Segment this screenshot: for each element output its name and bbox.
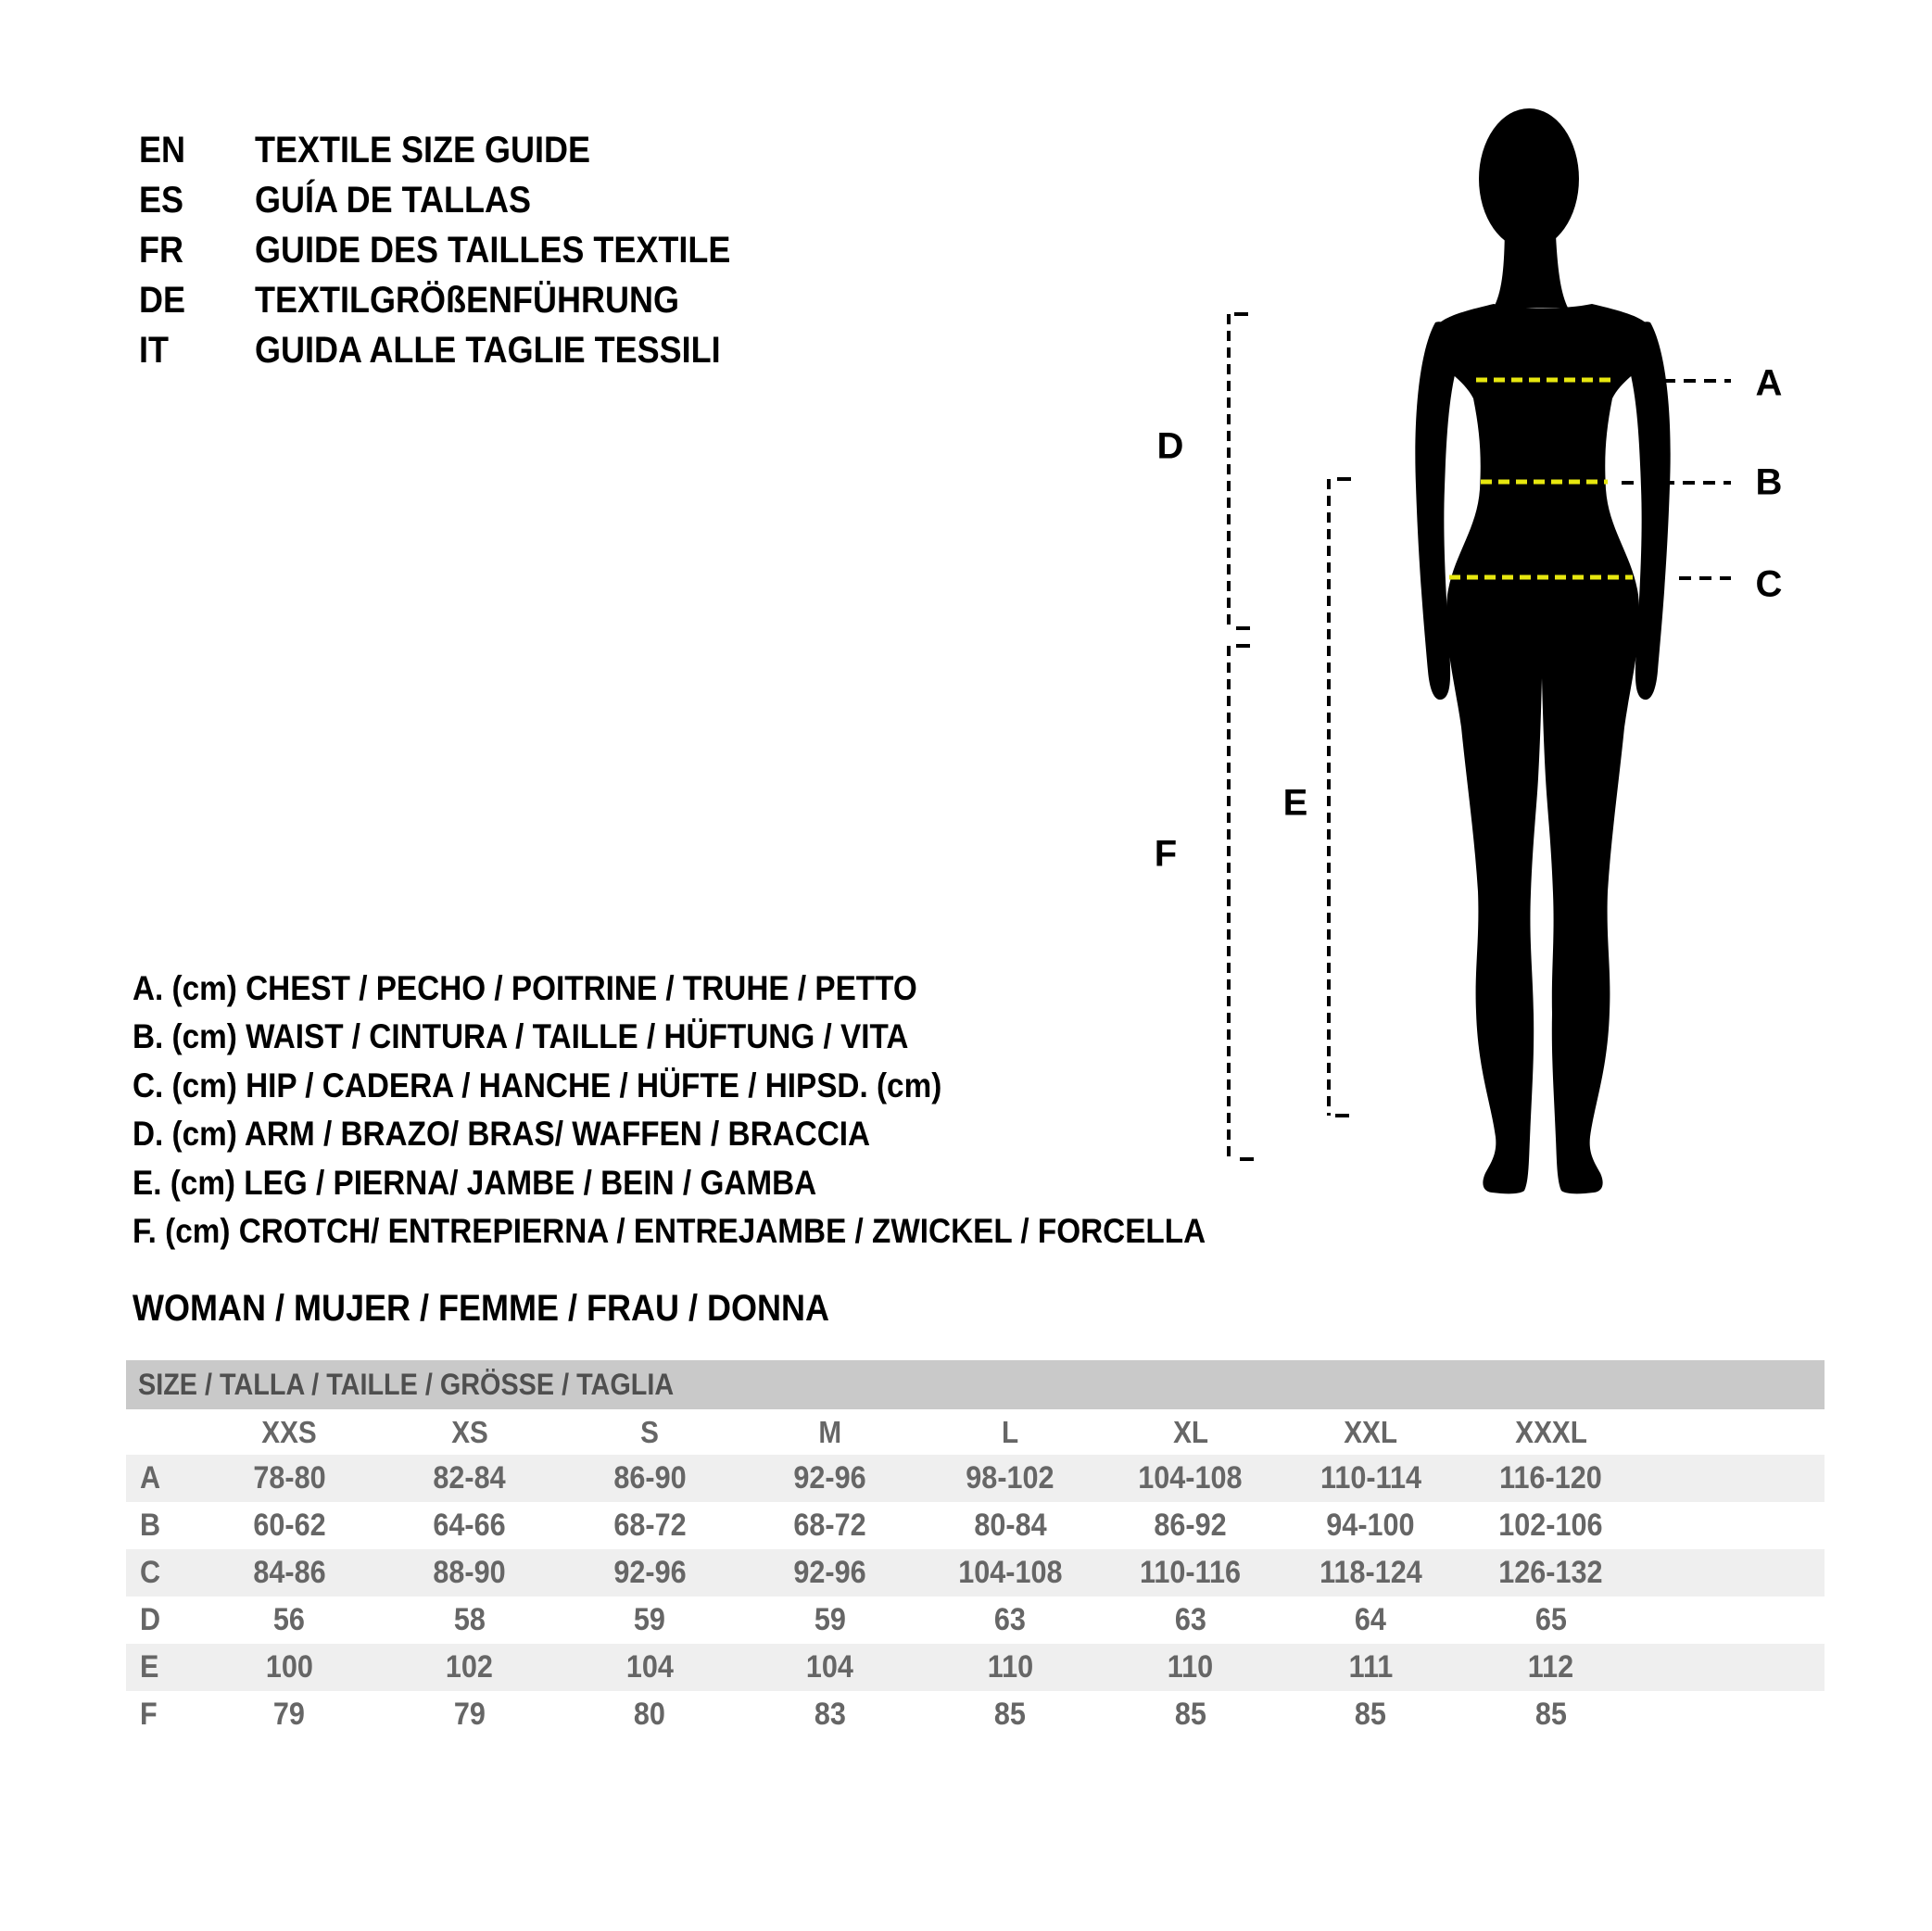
cell-value: 104-108 xyxy=(1138,1460,1243,1496)
language-code: IT xyxy=(139,330,169,371)
size-col-l: L xyxy=(1002,1414,1019,1449)
cell-value: 110-116 xyxy=(1140,1555,1242,1590)
guide-title-es: GUÍA DE TALLAS xyxy=(255,180,531,221)
language-code: ES xyxy=(139,180,184,221)
size-header-row xyxy=(126,1409,1825,1455)
legend-text: C. (cm) HIP / CADERA / HANCHE / HÜFTE / HIPSD. (cm) xyxy=(133,1066,942,1104)
cell-value: 92-96 xyxy=(793,1555,866,1590)
cell-value: 59 xyxy=(814,1602,846,1637)
language-row-it xyxy=(139,325,783,375)
size-col-xxxl: XXXL xyxy=(1514,1414,1587,1449)
cell-value: 92-96 xyxy=(613,1555,687,1590)
label-chest-a: A xyxy=(1755,362,1783,404)
cell-value: 58 xyxy=(453,1602,486,1637)
table-row-d xyxy=(126,1597,1825,1644)
cell-value: 102 xyxy=(446,1649,494,1685)
size-col-s: S xyxy=(640,1414,660,1449)
cell-value: 63 xyxy=(1174,1602,1206,1637)
size-col-m: M xyxy=(818,1414,842,1449)
cell-value: 86-92 xyxy=(1154,1508,1227,1543)
cell-value: 102-106 xyxy=(1498,1508,1603,1543)
cell-value: 110 xyxy=(1168,1649,1214,1685)
cell-value: 85 xyxy=(994,1697,1027,1732)
cell-value: 116-120 xyxy=(1499,1460,1603,1496)
gender-heading xyxy=(133,1283,907,1333)
cell-value: 86-90 xyxy=(613,1460,687,1496)
cell-value: 83 xyxy=(814,1697,846,1732)
language-code: EN xyxy=(139,130,186,170)
row-label: C xyxy=(140,1555,161,1590)
size-table xyxy=(126,1360,1825,1738)
language-row-en xyxy=(139,125,783,175)
row-label: F xyxy=(140,1697,158,1732)
cell-value: 104 xyxy=(806,1649,854,1685)
legend-text: E. (cm) LEG / PIERNA/ JAMBE / BEIN / GAMBA xyxy=(133,1163,817,1202)
cell-value: 100 xyxy=(265,1649,313,1685)
cell-value: 85 xyxy=(1355,1697,1387,1732)
cell-value: 84-86 xyxy=(253,1555,326,1590)
cell-value: 64-66 xyxy=(433,1508,506,1543)
cell-value: 104 xyxy=(625,1649,674,1685)
language-row-es xyxy=(139,175,783,225)
cell-value: 80 xyxy=(634,1697,666,1732)
guide-title-it: GUIDA ALLE TAGLIE TESSILI xyxy=(255,330,721,371)
label-hip-c: C xyxy=(1755,563,1783,605)
cell-value: 92-96 xyxy=(793,1460,866,1496)
cell-value: 85 xyxy=(1174,1697,1206,1732)
cell-value: 63 xyxy=(994,1602,1027,1637)
cell-value: 60-62 xyxy=(253,1508,326,1543)
legend-text: A. (cm) CHEST / PECHO / POITRINE / TRUHE / PETTO xyxy=(133,969,917,1007)
cell-value: 80-84 xyxy=(974,1508,1047,1543)
guide-title-fr: GUIDE DES TAILLES TEXTILE xyxy=(255,230,731,271)
table-row-c xyxy=(126,1549,1825,1597)
cell-value: 118-124 xyxy=(1319,1555,1422,1590)
cell-value: 111 xyxy=(1348,1649,1394,1685)
cell-value: 65 xyxy=(1534,1602,1567,1637)
cell-value: 126-132 xyxy=(1498,1555,1603,1590)
cell-value: 98-102 xyxy=(966,1460,1054,1496)
row-label: E xyxy=(140,1649,159,1685)
cell-value: 79 xyxy=(453,1697,486,1732)
language-title-list xyxy=(139,125,783,375)
cell-value: 68-72 xyxy=(793,1508,866,1543)
table-row-a xyxy=(126,1455,1825,1502)
cell-value: 59 xyxy=(634,1602,666,1637)
size-col-xxl: XXL xyxy=(1344,1414,1398,1449)
label-arm-d: D xyxy=(1156,425,1184,467)
size-table-title-bar xyxy=(126,1360,1825,1409)
cell-value: 104-108 xyxy=(958,1555,1063,1590)
cell-value: 110 xyxy=(987,1649,1033,1685)
size-table-title: SIZE / TALLA / TAILLE / GRÖSSE / TAGLIA xyxy=(138,1368,675,1401)
cell-value: 85 xyxy=(1534,1697,1567,1732)
cell-value: 110-114 xyxy=(1320,1460,1421,1496)
cell-value: 78-80 xyxy=(253,1460,326,1496)
language-row-de xyxy=(139,275,783,325)
cell-value: 88-90 xyxy=(433,1555,506,1590)
silhouette-torso-legs xyxy=(1430,304,1655,1193)
language-row-fr xyxy=(139,225,783,275)
cell-value: 82-84 xyxy=(433,1460,506,1496)
size-col-xxs: XXS xyxy=(261,1414,317,1449)
label-leg-e: E xyxy=(1282,782,1308,824)
cell-value: 94-100 xyxy=(1326,1508,1415,1543)
gender-heading-text: WOMAN / MUJER / FEMME / FRAU / DONNA xyxy=(133,1288,829,1329)
size-col-xs: XS xyxy=(450,1414,488,1449)
language-code: DE xyxy=(139,280,186,321)
language-code: FR xyxy=(139,230,183,271)
label-crotch-f: F xyxy=(1154,833,1178,875)
size-col-xl: XL xyxy=(1172,1414,1208,1449)
guide-title-en: TEXTILE SIZE GUIDE xyxy=(255,130,591,170)
woman-silhouette-figure xyxy=(1066,74,1932,1279)
legend-text: F. (cm) CROTCH/ ENTREPIERNA / ENTREJAMBE / ZWICKEL / FORCELLA xyxy=(133,1212,1206,1251)
row-label: D xyxy=(140,1602,161,1637)
table-row-e xyxy=(126,1644,1825,1691)
cell-value: 56 xyxy=(273,1602,306,1637)
cell-value: 64 xyxy=(1355,1602,1387,1637)
row-label: B xyxy=(140,1508,161,1543)
cell-value: 112 xyxy=(1528,1649,1574,1685)
legend-text: D. (cm) ARM / BRAZO/ BRAS/ WAFFEN / BRACCIA xyxy=(133,1115,871,1154)
table-row-f xyxy=(126,1691,1825,1738)
label-waist-b: B xyxy=(1755,461,1783,503)
legend-text: B. (cm) WAIST / CINTURA / TAILLE / HÜFTUNG / VITA xyxy=(133,1017,909,1056)
cell-value: 68-72 xyxy=(613,1508,687,1543)
cell-value: 79 xyxy=(273,1697,306,1732)
row-label: A xyxy=(140,1460,161,1496)
table-row-b xyxy=(126,1502,1825,1549)
guide-title-de: TEXTILGRÖßENFÜHRUNG xyxy=(255,280,679,321)
